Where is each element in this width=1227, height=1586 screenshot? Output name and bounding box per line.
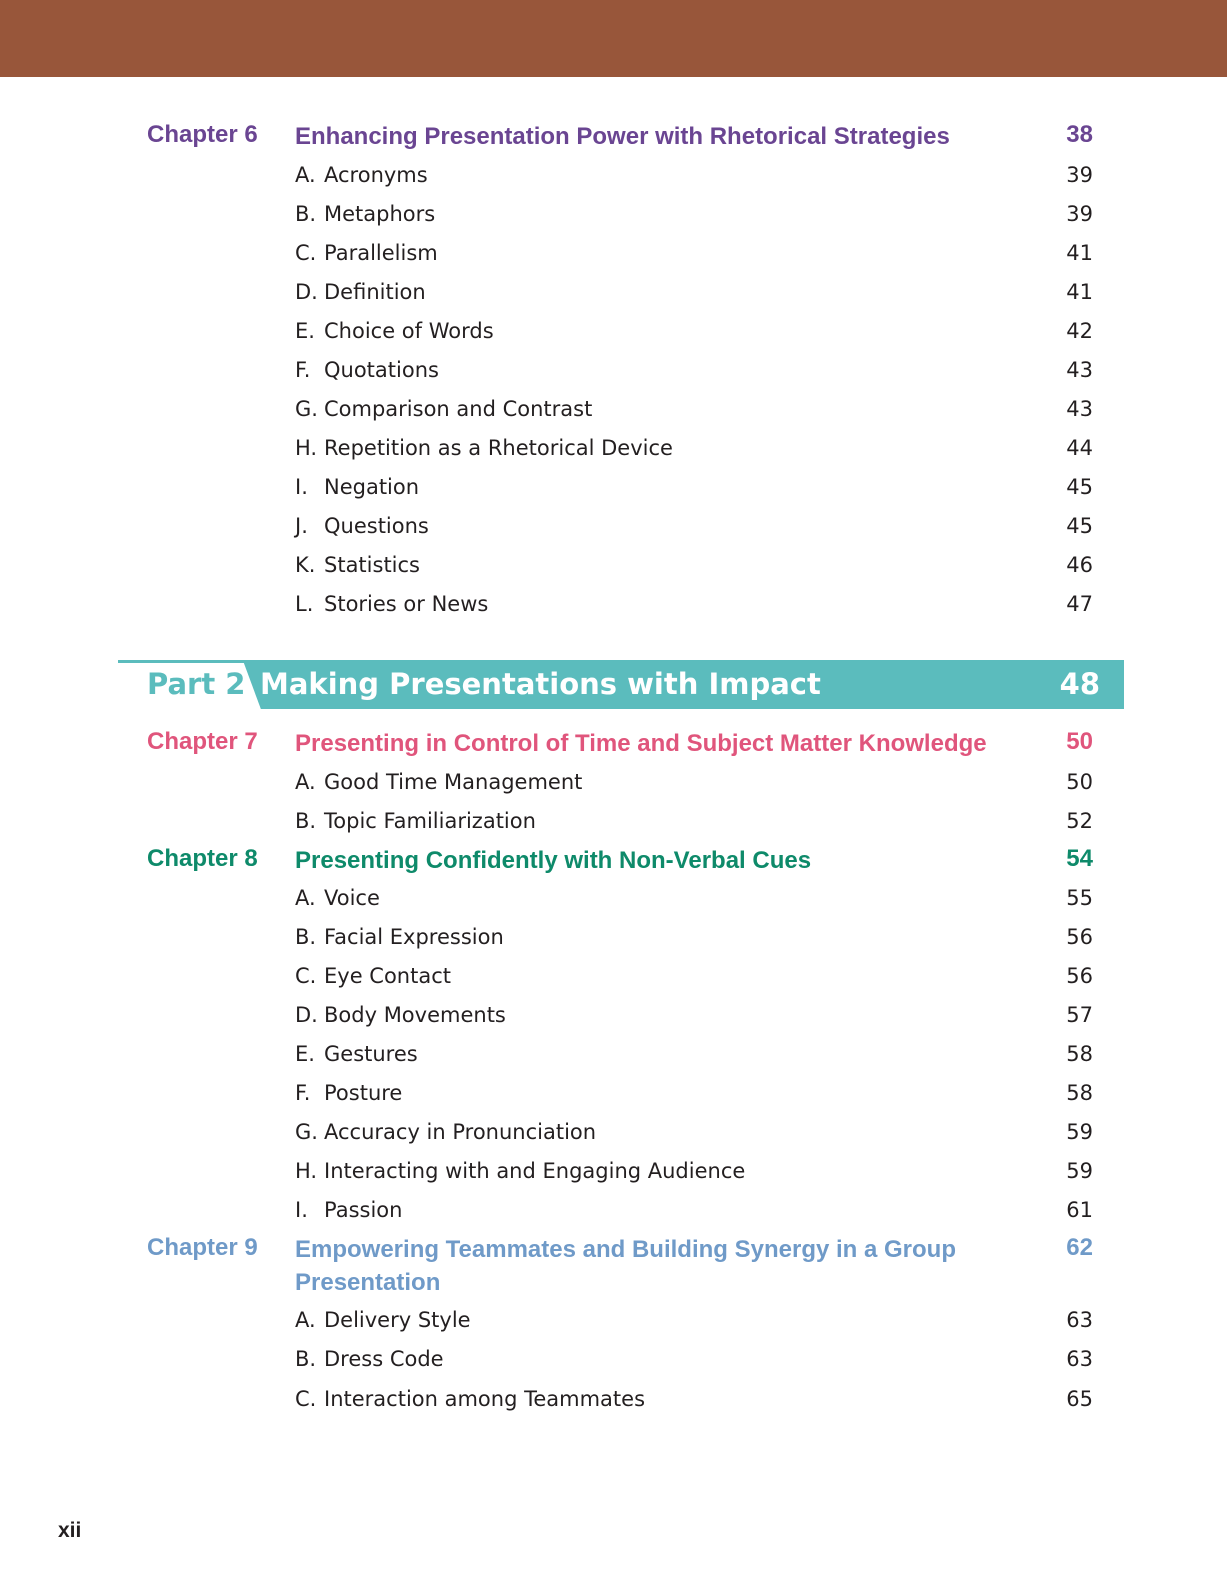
section-title: Accuracy in Pronunciation — [324, 1120, 597, 1144]
section-title: Passion — [324, 1198, 403, 1222]
part-title: Making Presentations with Impact — [260, 667, 821, 701]
section-letter: J. — [295, 514, 308, 538]
toc-entry[interactable] — [0, 550, 1227, 588]
toc-entry[interactable] — [0, 199, 1227, 237]
section-page: 42 — [1066, 319, 1093, 343]
section-letter: C. — [295, 1387, 317, 1411]
toc-entry[interactable] — [0, 511, 1227, 549]
toc-entry[interactable] — [0, 1195, 1227, 1233]
toc-entry[interactable] — [0, 277, 1227, 315]
section-letter: B. — [295, 925, 317, 949]
section-page: 65 — [1066, 1387, 1093, 1411]
section-title: Body Movements — [324, 1003, 506, 1027]
toc-entry[interactable] — [0, 767, 1227, 805]
toc-entry[interactable] — [0, 355, 1227, 393]
section-title: Gestures — [324, 1042, 418, 1066]
section-page: 56 — [1066, 964, 1093, 988]
chapter-7-heading[interactable] — [0, 727, 1227, 765]
section-letter: I. — [295, 475, 308, 499]
toc-entry[interactable] — [0, 1156, 1227, 1194]
chapter-page: 54 — [1066, 845, 1093, 872]
section-letter: A. — [295, 1308, 316, 1332]
section-page: 56 — [1066, 925, 1093, 949]
section-title: Negation — [324, 475, 420, 499]
section-letter: C. — [295, 964, 317, 988]
section-letter: A. — [295, 163, 316, 187]
toc-entry[interactable] — [0, 1078, 1227, 1116]
section-letter: F. — [295, 358, 311, 382]
section-title: Quotations — [324, 358, 439, 382]
toc-entry[interactable] — [0, 1344, 1227, 1382]
section-title: Stories or News — [324, 592, 489, 616]
section-letter: A. — [295, 886, 316, 910]
section-letter: H. — [295, 1159, 318, 1183]
section-page: 45 — [1066, 514, 1093, 538]
section-letter: E. — [295, 1042, 315, 1066]
section-page: 63 — [1066, 1347, 1093, 1371]
toc-entry[interactable] — [0, 238, 1227, 276]
chapter-title: Empowering Teammates and Building Synergy in a Group Presentation — [295, 1236, 956, 1296]
section-page: 43 — [1066, 397, 1093, 421]
section-title: Eye Contact — [324, 964, 451, 988]
section-letter: A. — [295, 770, 316, 794]
section-letter: G. — [295, 1120, 318, 1144]
section-letter: B. — [295, 809, 317, 833]
toc-entry[interactable] — [0, 1384, 1227, 1422]
section-letter: I. — [295, 1198, 308, 1222]
toc-entry[interactable] — [0, 883, 1227, 921]
section-title: Comparison and Contrast — [324, 397, 593, 421]
section-title: Facial Expression — [324, 925, 504, 949]
section-title: Posture — [324, 1081, 403, 1105]
section-page: 39 — [1066, 163, 1093, 187]
section-page: 39 — [1066, 202, 1093, 226]
section-page: 41 — [1066, 241, 1093, 265]
chapter-title: Enhancing Presentation Power with Rhetorical Strategies — [295, 123, 950, 150]
section-page: 58 — [1066, 1042, 1093, 1066]
section-letter: B. — [295, 1347, 317, 1371]
section-page: 59 — [1066, 1120, 1093, 1144]
toc-entry[interactable] — [0, 1305, 1227, 1343]
section-title: Interacting with and Engaging Audience — [324, 1159, 746, 1183]
section-page: 41 — [1066, 280, 1093, 304]
toc-entry[interactable] — [0, 961, 1227, 999]
chapter-8-heading[interactable] — [0, 844, 1227, 882]
toc-entry[interactable] — [0, 1000, 1227, 1038]
section-title: Parallelism — [324, 241, 438, 265]
toc-entry[interactable] — [0, 922, 1227, 960]
chapter-page: 62 — [1066, 1234, 1093, 1261]
section-page: 58 — [1066, 1081, 1093, 1105]
part-2-banner[interactable] — [118, 660, 1124, 709]
section-letter: K. — [295, 553, 316, 577]
banner-rule — [118, 660, 248, 663]
section-page: 50 — [1066, 770, 1093, 794]
section-title: Statistics — [324, 553, 420, 577]
section-title: Questions — [324, 514, 429, 538]
part-page: 48 — [1059, 667, 1100, 701]
section-page: 52 — [1066, 809, 1093, 833]
chapter-page: 50 — [1066, 728, 1093, 755]
toc-entry[interactable] — [0, 433, 1227, 471]
section-page: 47 — [1066, 592, 1093, 616]
section-letter: L. — [295, 592, 314, 616]
section-letter: F. — [295, 1081, 311, 1105]
chapter-page: 38 — [1066, 121, 1093, 148]
toc-entry[interactable] — [0, 1039, 1227, 1077]
header-band — [0, 0, 1227, 77]
page-number: xii — [58, 1519, 82, 1542]
chapter-6-heading[interactable] — [0, 120, 1227, 158]
section-letter: H. — [295, 436, 318, 460]
toc-entry[interactable] — [0, 316, 1227, 354]
section-title: Delivery Style — [324, 1308, 471, 1332]
section-letter: D. — [295, 1003, 318, 1027]
section-title: Choice of Words — [324, 319, 494, 343]
chapter-9-heading[interactable] — [0, 1233, 1227, 1305]
section-page: 44 — [1066, 436, 1093, 460]
section-title: Voice — [324, 886, 380, 910]
chapter-label: Chapter 9 — [147, 1234, 258, 1261]
section-page: 55 — [1066, 886, 1093, 910]
chapter-title: Presenting in Control of Time and Subject Matter Knowledge — [295, 730, 987, 757]
section-letter: G. — [295, 397, 318, 421]
part-label: Part 2 — [147, 667, 246, 701]
chapter-label: Chapter 6 — [147, 121, 258, 148]
section-page: 63 — [1066, 1308, 1093, 1332]
section-title: Dress Code — [324, 1347, 444, 1371]
section-letter: E. — [295, 319, 315, 343]
section-letter: D. — [295, 280, 318, 304]
toc-entry[interactable] — [0, 472, 1227, 510]
section-title: Definition — [324, 280, 426, 304]
toc-entry[interactable] — [0, 160, 1227, 198]
toc-entry[interactable] — [0, 394, 1227, 432]
toc-entry[interactable] — [0, 1117, 1227, 1155]
section-letter: C. — [295, 241, 317, 265]
chapter-label: Chapter 8 — [147, 845, 258, 872]
toc-entry[interactable] — [0, 806, 1227, 844]
section-page: 57 — [1066, 1003, 1093, 1027]
section-title: Repetition as a Rhetorical Device — [324, 436, 673, 460]
section-page: 45 — [1066, 475, 1093, 499]
section-letter: B. — [295, 202, 317, 226]
section-title: Good Time Management — [324, 770, 583, 794]
section-title: Metaphors — [324, 202, 436, 226]
section-page: 46 — [1066, 553, 1093, 577]
section-title: Interaction among Teammates — [324, 1387, 646, 1411]
chapter-title: Presenting Confidently with Non-Verbal Cues — [295, 847, 812, 874]
section-title: Acronyms — [324, 163, 428, 187]
chapter-label: Chapter 7 — [147, 728, 258, 755]
section-page: 61 — [1066, 1198, 1093, 1222]
toc-entry[interactable] — [0, 589, 1227, 627]
section-page: 59 — [1066, 1159, 1093, 1183]
section-page: 43 — [1066, 358, 1093, 382]
section-title: Topic Familiarization — [324, 809, 536, 833]
